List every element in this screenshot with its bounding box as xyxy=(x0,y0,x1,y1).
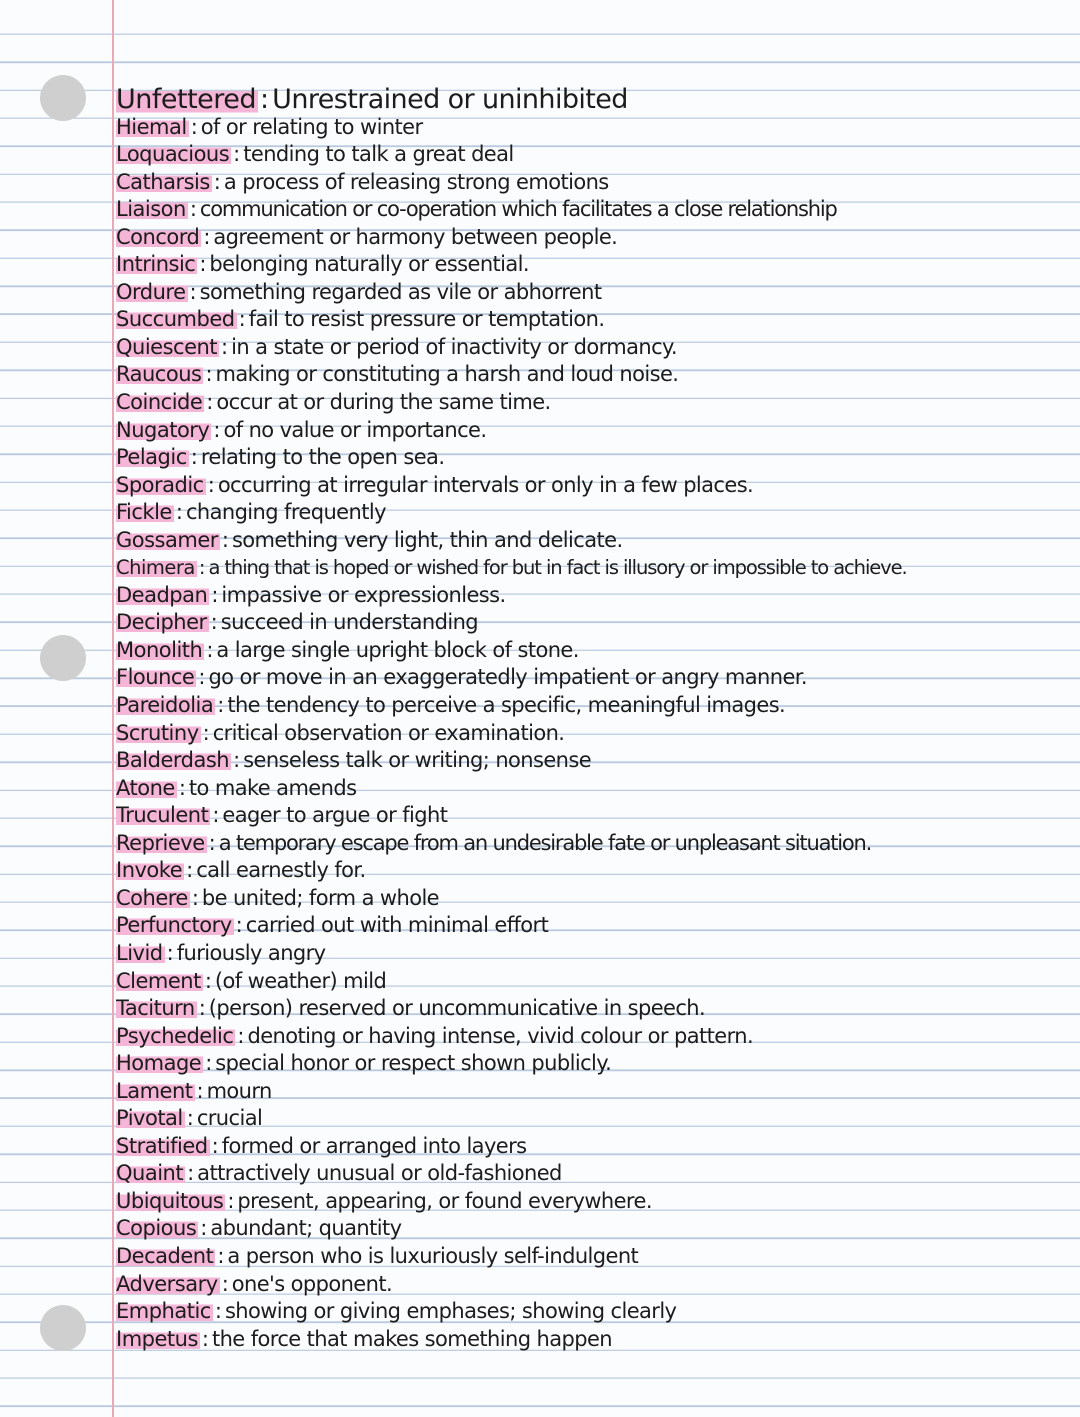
vocab-word: Reprieve xyxy=(116,830,205,855)
colon-separator: : xyxy=(198,556,206,580)
colon-separator: : xyxy=(213,169,221,194)
colon-separator: : xyxy=(198,665,206,690)
binder-hole xyxy=(40,635,86,681)
colon-separator: : xyxy=(166,940,174,965)
colon-separator: : xyxy=(213,417,221,442)
vocab-word: Liaison xyxy=(116,197,186,222)
colon-separator: : xyxy=(211,582,219,607)
vocab-entry xyxy=(116,609,1076,637)
vocab-word: Copious xyxy=(116,1216,197,1241)
vocab-word: Taciturn xyxy=(116,996,195,1021)
vocab-definition: in a state or period of inactivity or dormancy. xyxy=(231,334,677,359)
colon-separator: : xyxy=(189,279,197,304)
vocab-word: Intrinsic xyxy=(116,252,196,277)
vocab-entry xyxy=(116,664,1076,692)
vocab-entry xyxy=(116,361,1076,389)
vocab-word: Perfunctory xyxy=(116,913,232,938)
vocab-word: Ordure xyxy=(116,279,186,304)
colon-separator: : xyxy=(199,252,207,277)
vocab-word: Fickle xyxy=(116,500,172,525)
vocab-word: Raucous xyxy=(116,362,202,387)
vocab-word: Pivotal xyxy=(116,1106,183,1131)
vocab-definition: occur at or during the same time. xyxy=(216,390,551,415)
vocab-word: Concord xyxy=(116,224,200,249)
vocab-definition: the tendency to perceive a specific, meaningful images. xyxy=(227,693,786,718)
margin-line xyxy=(112,0,114,1417)
vocab-entry xyxy=(116,775,1076,803)
vocab-word: Clement xyxy=(116,968,201,993)
colon-separator: : xyxy=(217,693,225,718)
vocab-definition: mourn xyxy=(206,1078,272,1103)
colon-separator: : xyxy=(210,610,218,635)
colon-separator: : xyxy=(187,1161,195,1186)
colon-separator: : xyxy=(238,307,246,332)
colon-separator: : xyxy=(221,334,229,359)
vocab-word: Coincide xyxy=(116,390,203,415)
vocab-entry xyxy=(116,1326,1076,1354)
colon-separator: : xyxy=(214,1299,222,1324)
colon-separator: : xyxy=(178,775,186,800)
vocab-definition: attractively unusual or old-fashioned xyxy=(197,1161,562,1186)
colon-separator: : xyxy=(260,86,270,114)
vocab-definition: occurring at irregular intervals or only in a few places. xyxy=(217,472,754,497)
vocab-definition: a large single upright block of stone. xyxy=(216,637,579,662)
colon-separator: : xyxy=(233,142,241,167)
vocab-word: Chimera xyxy=(116,556,195,580)
colon-separator: : xyxy=(186,1106,194,1131)
colon-separator: : xyxy=(205,362,213,387)
binder-hole xyxy=(40,75,86,121)
vocab-definition: eager to argue or fight xyxy=(222,803,448,828)
vocab-definition: changing frequently xyxy=(185,500,386,525)
vocab-definition: something regarded as vile or abhorrent xyxy=(199,279,602,304)
vocab-entry xyxy=(116,389,1076,417)
vocab-entry xyxy=(116,169,1076,197)
colon-separator: : xyxy=(204,968,212,993)
colon-separator: : xyxy=(206,390,214,415)
vocab-word: Impetus xyxy=(116,1326,198,1351)
colon-separator: : xyxy=(211,1133,219,1158)
vocab-definition: communication or co-operation which facilitates a close relationship xyxy=(199,197,837,222)
vocab-entry xyxy=(116,968,1076,996)
colon-separator: : xyxy=(201,1326,209,1351)
vocab-definition: of no value or importance. xyxy=(223,417,487,442)
colon-separator: : xyxy=(207,472,215,497)
vocab-definition: fail to resist pressure or temptation. xyxy=(248,307,605,332)
vocab-definition: special honor or respect shown publicly. xyxy=(215,1051,612,1076)
vocab-word: Atone xyxy=(116,775,175,800)
vocab-entry xyxy=(116,251,1076,279)
colon-separator: : xyxy=(202,720,210,745)
vocab-word: Unfettered xyxy=(116,86,257,114)
vocab-entry xyxy=(116,692,1076,720)
colon-separator: : xyxy=(203,224,211,249)
vocab-entry xyxy=(116,995,1076,1023)
vocab-definition: critical observation or examination. xyxy=(212,720,565,745)
vocab-entry xyxy=(116,1133,1076,1161)
vocab-entry xyxy=(116,1298,1076,1326)
vocab-word: Nugatory xyxy=(116,417,210,442)
vocab-word: Pelagic xyxy=(116,445,187,470)
vocab-entry xyxy=(116,141,1076,169)
colon-separator: : xyxy=(205,1051,213,1076)
vocab-word: Emphatic xyxy=(116,1299,211,1324)
colon-separator: : xyxy=(217,1243,225,1268)
colon-separator: : xyxy=(191,885,199,910)
colon-separator: : xyxy=(212,803,220,828)
vocab-word: Stratified xyxy=(116,1133,208,1158)
vocab-definition: to make amends xyxy=(188,775,357,800)
vocab-definition: crucial xyxy=(196,1106,263,1131)
vocab-entry xyxy=(116,912,1076,940)
colon-separator: : xyxy=(190,445,198,470)
vocab-word: Lament xyxy=(116,1078,193,1103)
vocab-word: Deadpan xyxy=(116,582,208,607)
vocab-entry xyxy=(116,334,1076,362)
vocab-entry xyxy=(116,417,1076,445)
vocab-word: Quaint xyxy=(116,1161,184,1186)
colon-separator: : xyxy=(221,1271,229,1296)
vocab-entry xyxy=(116,1215,1076,1243)
vocab-definition: furiously angry xyxy=(176,940,326,965)
vocab-word: Flounce xyxy=(116,665,195,690)
vocab-entry xyxy=(116,86,1076,114)
colon-separator: : xyxy=(200,1216,208,1241)
vocab-definition: one's opponent. xyxy=(231,1271,393,1296)
vocab-entry xyxy=(116,720,1076,748)
vocab-definition: carried out with minimal effort xyxy=(245,913,549,938)
vocab-definition: the force that makes something happen xyxy=(211,1326,612,1351)
vocab-definition: (person) reserved or uncommunicative in speech. xyxy=(208,996,706,1021)
vocab-word: Adversary xyxy=(116,1271,218,1296)
vocab-word: Truculent xyxy=(116,803,209,828)
vocab-definition: a temporary escape from an undesirable fate or unpleasant situation. xyxy=(218,830,872,855)
vocab-definition: senseless talk or writing; nonsense xyxy=(243,748,592,773)
vocab-definition: formed or arranged into layers xyxy=(221,1133,527,1158)
vocab-definition: a process of releasing strong emotions xyxy=(223,169,609,194)
vocab-word: Livid xyxy=(116,940,163,965)
vocab-entry xyxy=(116,802,1076,830)
vocab-entry xyxy=(116,830,1076,858)
vocab-entry xyxy=(116,885,1076,913)
vocab-word: Homage xyxy=(116,1051,202,1076)
vocab-word: Catharsis xyxy=(116,169,210,194)
vocab-entry xyxy=(116,637,1076,665)
vocab-definition: tending to talk a great deal xyxy=(243,142,514,167)
vocab-word: Pareidolia xyxy=(116,693,214,718)
colon-separator: : xyxy=(189,197,197,222)
vocab-definition: a person who is luxuriously self-indulgent xyxy=(227,1243,639,1268)
vocab-entry xyxy=(116,279,1076,307)
colon-separator: : xyxy=(227,1188,235,1213)
vocab-definition: Unrestrained or uninhibited xyxy=(272,86,628,114)
vocab-entry xyxy=(116,196,1076,224)
vocab-word: Invoke xyxy=(116,858,183,883)
colon-separator: : xyxy=(208,830,216,855)
vocab-entry xyxy=(116,747,1076,775)
colon-separator: : xyxy=(175,500,183,525)
colon-separator: : xyxy=(190,114,198,139)
vocab-definition: a thing that is hoped or wished for but in fact is illusory or impossible to achieve. xyxy=(208,556,907,580)
vocab-definition: showing or giving emphases; showing clearly xyxy=(224,1299,677,1324)
vocab-definition: relating to the open sea. xyxy=(200,445,445,470)
vocab-word: Decipher xyxy=(116,610,207,635)
vocab-word: Quiescent xyxy=(116,334,218,359)
vocab-entry xyxy=(116,1188,1076,1216)
colon-separator: : xyxy=(196,1078,204,1103)
vocab-word: Sporadic xyxy=(116,472,204,497)
vocab-entry xyxy=(116,1050,1076,1078)
colon-separator: : xyxy=(233,748,241,773)
vocab-word: Monolith xyxy=(116,637,203,662)
vocab-definition: impassive or expressionless. xyxy=(221,582,506,607)
vocab-entry xyxy=(116,1271,1076,1299)
vocab-word: Ubiquitous xyxy=(116,1188,224,1213)
vocab-definition: succeed in understanding xyxy=(220,610,479,635)
vocab-entry xyxy=(116,1023,1076,1051)
vocab-definition: of or relating to winter xyxy=(200,114,423,139)
vocab-entry xyxy=(116,444,1076,472)
colon-separator: : xyxy=(198,996,206,1021)
vocab-definition: making or constituting a harsh and loud noise. xyxy=(215,362,679,387)
vocab-definition: present, appearing, or found everywhere. xyxy=(237,1188,652,1213)
vocab-word: Balderdash xyxy=(116,748,230,773)
binder-hole xyxy=(40,1305,86,1351)
vocab-definition: be united; form a whole xyxy=(201,885,440,910)
vocab-definition: denoting or having intense, vivid colour or pattern. xyxy=(247,1023,754,1048)
vocab-definition: something very light, thin and delicate. xyxy=(231,527,623,552)
vocab-entry xyxy=(116,1243,1076,1271)
colon-separator: : xyxy=(221,527,229,552)
vocab-entry xyxy=(116,857,1076,885)
vocab-entry xyxy=(116,527,1076,555)
vocab-entry xyxy=(116,114,1076,142)
vocab-entry xyxy=(116,1105,1076,1133)
vocab-word: Hiemal xyxy=(116,114,187,139)
vocab-definition: belonging naturally or essential. xyxy=(209,252,529,277)
vocab-entry xyxy=(116,1160,1076,1188)
vocab-word: Loquacious xyxy=(116,142,230,167)
vocab-entry xyxy=(116,554,1076,582)
colon-separator: : xyxy=(186,858,194,883)
vocabulary-list xyxy=(116,86,1076,1353)
vocab-word: Psychedelic xyxy=(116,1023,234,1048)
vocab-entry xyxy=(116,224,1076,252)
vocab-definition: go or move in an exaggeratedly impatient or angry manner. xyxy=(208,665,807,690)
vocab-word: Scrutiny xyxy=(116,720,199,745)
vocab-entry xyxy=(116,1078,1076,1106)
colon-separator: : xyxy=(237,1023,245,1048)
vocab-entry xyxy=(116,499,1076,527)
vocab-word: Gossamer xyxy=(116,527,218,552)
vocab-entry xyxy=(116,472,1076,500)
vocab-entry xyxy=(116,940,1076,968)
vocab-definition: call earnestly for. xyxy=(196,858,366,883)
vocab-definition: agreement or harmony between people. xyxy=(213,224,618,249)
vocab-definition: abundant; quantity xyxy=(210,1216,402,1241)
colon-separator: : xyxy=(235,913,243,938)
vocab-word: Cohere xyxy=(116,885,188,910)
colon-separator: : xyxy=(206,637,214,662)
vocab-entry xyxy=(116,582,1076,610)
vocab-definition: (of weather) mild xyxy=(214,968,387,993)
vocab-word: Decadent xyxy=(116,1243,214,1268)
vocab-word: Succumbed xyxy=(116,307,235,332)
vocab-entry xyxy=(116,306,1076,334)
